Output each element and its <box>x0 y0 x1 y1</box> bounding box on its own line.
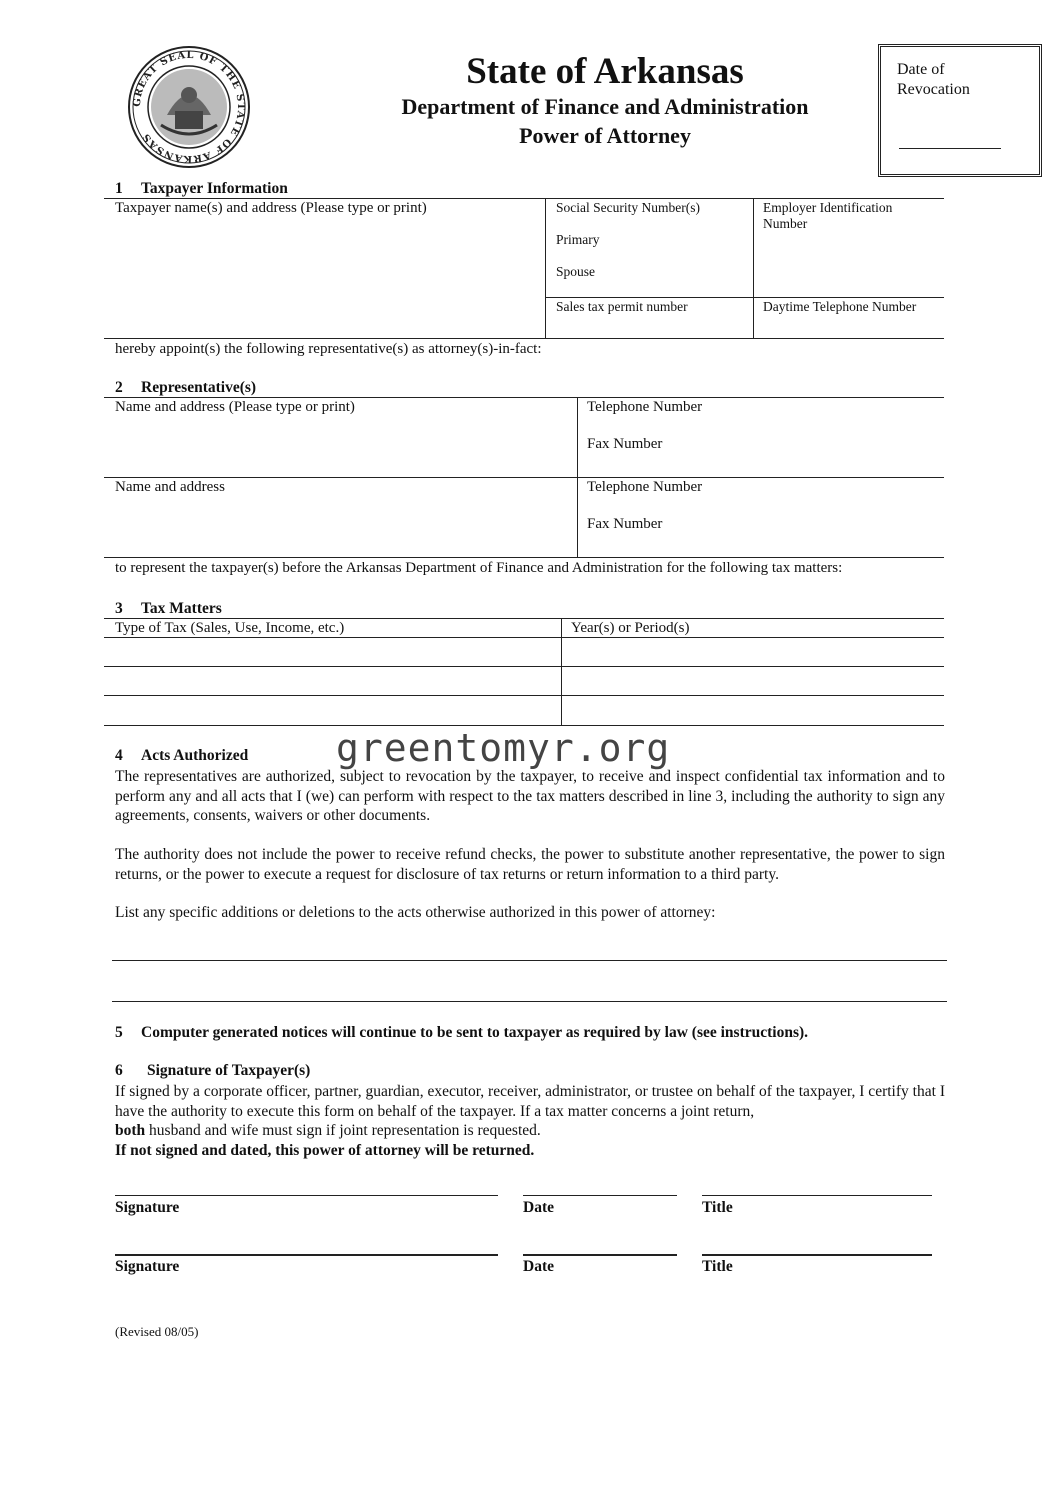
rep1-fax-field[interactable]: Fax Number <box>587 436 663 452</box>
additions-line2-field[interactable] <box>112 1001 947 1002</box>
daytime-phone-field[interactable]: Daytime Telephone Number <box>763 299 917 314</box>
title1-field[interactable] <box>702 1195 932 1196</box>
sales-tax-permit-field[interactable]: Sales tax permit number <box>556 299 688 314</box>
section3-heading: 3 Tax Matters <box>115 600 222 617</box>
divider <box>104 397 944 398</box>
signature-certification: If signed by a corporate officer, partner, guardian, executor, receiver, administrator, or trustee on behalf of the taxpayer, I certify that I have the authority to execute this form on behalf of the taxpayer. If a tax matter concerns a joint return, both husband and wife must sign if joint representation is requested. If not signed and dated, this power of attorney will be returned. <box>115 1083 945 1159</box>
tax-type-row1-field[interactable] <box>105 638 560 665</box>
tax-period-row1-field[interactable] <box>562 638 944 665</box>
divider <box>545 297 944 298</box>
additions-line1-field[interactable] <box>112 960 947 961</box>
additions-deletions-prompt: List any specific additions or deletions to the acts otherwise authorized in this power of attorney: <box>115 904 716 921</box>
tax-period-row2-field[interactable] <box>562 667 944 694</box>
date2-field[interactable] <box>523 1254 677 1256</box>
divider <box>104 198 944 199</box>
divider <box>104 618 944 619</box>
form-name: Power of Attorney <box>519 123 691 148</box>
rep1-name-field[interactable]: Name and address (Please type or print) <box>115 399 355 415</box>
revocation-box <box>878 44 1042 177</box>
signature1-label: Signature <box>115 1199 180 1216</box>
section4-heading: 4 Acts Authorized <box>115 747 249 764</box>
acts-authorized-paragraph: The representatives are authorized, subject to revocation by the taxpayer, to receive and inspect confidential tax information and to perform any and all acts that I (we) can perform with respect to the tax matters described in line 3, including the authority to sign any agreements, consents, waivers or other documents. <box>115 768 945 824</box>
tax-period-row3-field[interactable] <box>562 696 944 724</box>
signature2-field[interactable] <box>115 1254 498 1256</box>
rep2-phone-field[interactable]: Telephone Number <box>587 479 703 495</box>
rep1-phone-field[interactable]: Telephone Number <box>587 399 703 415</box>
revision-note: (Revised 08/05) <box>115 1324 199 1339</box>
tax-type-row2-field[interactable] <box>105 667 560 694</box>
date1-label: Date <box>523 1199 554 1216</box>
state-seal-icon <box>127 45 251 169</box>
rep2-name-field[interactable]: Name and address <box>115 479 225 495</box>
divider <box>753 198 754 338</box>
section5-notice: 5 Computer generated notices will continue to be sent to taxpayer as required by law (see instructions). <box>115 1024 809 1041</box>
ssn-label: Social Security Number(s) <box>556 200 700 215</box>
signature1-field[interactable] <box>115 1195 498 1196</box>
title1-label: Title <box>702 1199 733 1216</box>
tax-type-column-header: Type of Tax (Sales, Use, Income, etc.) <box>115 620 345 636</box>
authority-limits-paragraph: The authority does not include the power to receive refund checks, the power to substitute another representative, the power to sign returns, or the power to execute a request for disclosure of tax returns or return information to a third party. <box>115 846 945 883</box>
svg-text:GREAT SEAL OF THE STATE OF ARK: GREAT SEAL OF THE STATE OF ARKANSAS <box>131 49 247 165</box>
section1-heading: 1 Taxpayer Information <box>115 180 288 197</box>
represent-statement: to represent the taxpayer(s) before the Arkansas Department of Finance and Administration for the following tax matters: <box>115 560 843 576</box>
ssn-spouse-field[interactable]: Spouse <box>556 264 596 279</box>
date2-label: Date <box>523 1258 554 1275</box>
appoint-statement: hereby appoint(s) the following representative(s) as attorney(s)-in-fact: <box>115 341 542 357</box>
ssn-primary-field[interactable]: Primary <box>556 232 600 247</box>
revocation-date-field[interactable] <box>899 148 1001 149</box>
tax-period-column-header: Year(s) or Period(s) <box>571 620 690 636</box>
title2-label: Title <box>702 1258 733 1275</box>
watermark-text: greentomyr.org <box>336 726 671 770</box>
divider <box>104 477 944 478</box>
revocation-label-line1: Date of <box>897 61 945 78</box>
divider <box>104 557 944 558</box>
rep2-fax-field[interactable]: Fax Number <box>587 516 663 532</box>
department-name: Department of Finance and Administration <box>401 94 809 119</box>
taxpayer-name-field[interactable]: Taxpayer name(s) and address (Please type or print) <box>115 200 427 216</box>
document-title: State of Arkansas <box>466 51 744 92</box>
section6-heading: 6 Signature of Taxpayer(s) <box>115 1062 311 1079</box>
revocation-label-line2: Revocation <box>897 81 970 98</box>
divider <box>545 198 546 338</box>
title2-field[interactable] <box>702 1254 932 1256</box>
section2-heading: 2 Representative(s) <box>115 379 257 396</box>
divider <box>104 338 944 339</box>
ein-field[interactable]: Employer Identification Number <box>763 200 893 231</box>
signature2-label: Signature <box>115 1258 180 1275</box>
tax-type-row3-field[interactable] <box>105 696 560 724</box>
date1-field[interactable] <box>523 1195 677 1196</box>
